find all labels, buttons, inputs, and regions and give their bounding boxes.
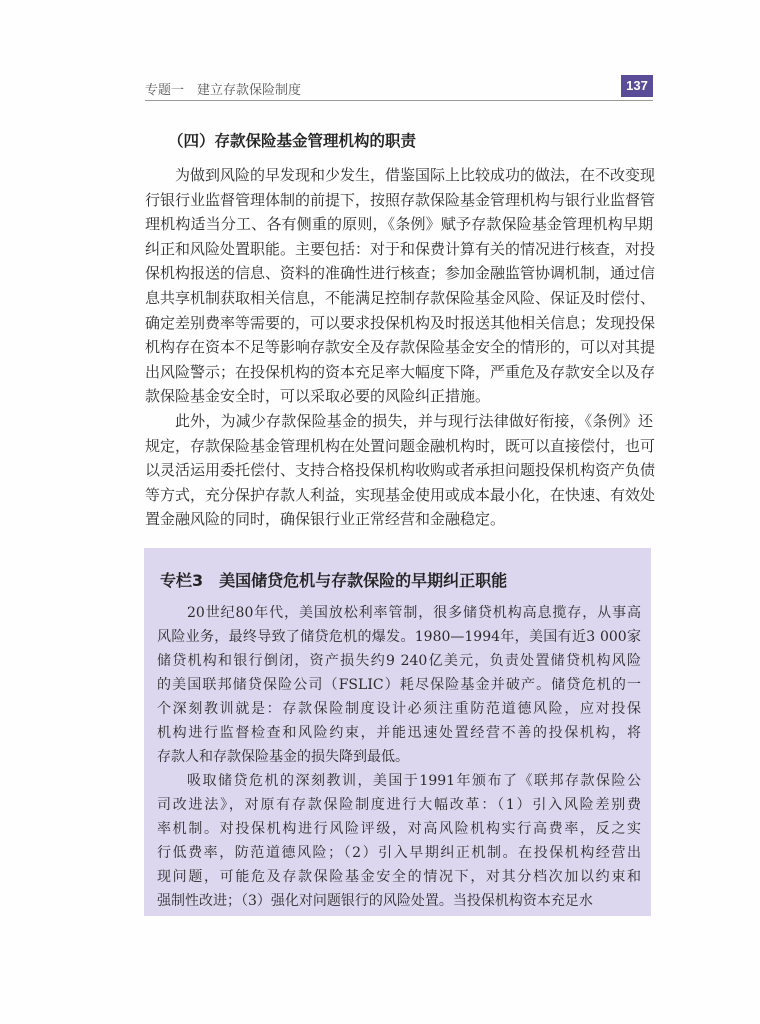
text-line: 的美国联邦储贷保险公司（FSLIC）耗尽保险基金并破产。储贷危机的一 <box>157 677 641 693</box>
box-body <box>157 601 641 913</box>
text-line: 置金融风险的同时，确保银行业正常经营和金融稳定。 <box>145 510 506 529</box>
text-line: 此外，为减少存款保险基金的损失，并与现行法律做好衔接，《条例》还 <box>175 411 653 430</box>
box-title: 专栏3 美国储贷危机与存款保险的早期纠正职能 <box>160 571 508 590</box>
text-line: 机构存在资本不足等影响存款安全及存款保险基金安全的情形的，可以对其提 <box>145 338 656 357</box>
text-line: 确定差别费率等需要的，可以要求投保机构及时报送其他相关信息；发现投保 <box>145 313 656 332</box>
text-line: 存款人和存款保险基金的损失降到最低。 <box>157 749 409 765</box>
text-line: 款保险基金安全时，可以采取必要的风险纠正措施。 <box>145 387 491 406</box>
text-line: 纠正和风险处置职能。主要包括：对于和保费计算有关的情况进行核查，对投 <box>145 239 656 258</box>
text-line: 理机构适当分工、各有侧重的原则，《条例》赋予存款保险基金管理机构早期 <box>145 215 653 234</box>
page-number: 137 <box>621 75 653 97</box>
text-line: 现问题，可能危及存款保险基金安全的情况下，对其分档次加以约束和 <box>157 869 641 885</box>
text-line: 强制性改进；（3）强化对问题银行的风险处置。当投保机构资本充足水 <box>157 893 593 909</box>
text-line: 为做到风险的早发现和少发生，借鉴国际上比较成功的做法，在不改变现 <box>175 166 656 184</box>
text-line: 吸取储贷危机的深刻教训，美国于1991年颁布了《联邦存款保险公 <box>187 773 641 789</box>
text-line: 率机制。对投保机构进行风险评级，对高风险机构实行高费率，反之实 <box>157 821 641 837</box>
text-line: 个深刻教训就是：存款保险制度设计必须注重防范道德风险，应对投保 <box>157 701 641 717</box>
text-line: 以灵活运用委托偿付、支持合格投保机构收购或者承担问题投保机构资产负债 <box>145 461 656 480</box>
text-line: 保机构报送的信息、资料的准确性进行核查；参加金融监管协调机制，通过信 <box>145 264 656 283</box>
text-line: 出风险警示；在投保机构的资本充足率大幅度下降，严重危及存款安全以及存 <box>145 362 656 381</box>
text-line: 储贷机构和银行倒闭，资产损失约9 240亿美元，负责处置储贷机构风险 <box>157 653 641 669</box>
text-line: 机构进行监督检查和风险约束，并能迅速处置经营不善的投保机构，将 <box>157 725 641 741</box>
text-line: 风险业务，最终导致了储贷危机的爆发。1980—1994年，美国有近3 000家 <box>157 629 641 645</box>
main-body <box>145 163 656 532</box>
text-line: 等方式，充分保护存款人利益，实现基金使用或成本最小化，在快速、有效处 <box>145 485 656 504</box>
text-line: 20世纪80年代，美国放松利率管制，很多储贷机构高息揽存，从事高 <box>187 605 641 621</box>
chapter-title: 专题一 建立存款保险制度 <box>145 83 302 98</box>
text-line: 规定，存款保险基金管理机构在处置问题金融机构时，既可以直接偿付，也可 <box>145 436 656 455</box>
section-heading: （四）存款保险基金管理机构的职责 <box>168 131 417 150</box>
text-line: 司改进法》，对原有存款保险制度进行大幅改革：（1）引入风险差别费 <box>157 797 641 813</box>
running-header <box>145 78 653 101</box>
text-line: 息共享机制获取相关信息，不能满足控制存款保险基金风险、保证及时偿付、 <box>145 288 656 307</box>
sidebar-box <box>144 548 651 916</box>
text-line: 行银行业监督管理体制的前提下，按照存款保险基金管理机构与银行业监督管 <box>145 190 656 209</box>
text-line: 行低费率，防范道德风险；（2）引入早期纠正机制。在投保机构经营出 <box>157 845 641 861</box>
